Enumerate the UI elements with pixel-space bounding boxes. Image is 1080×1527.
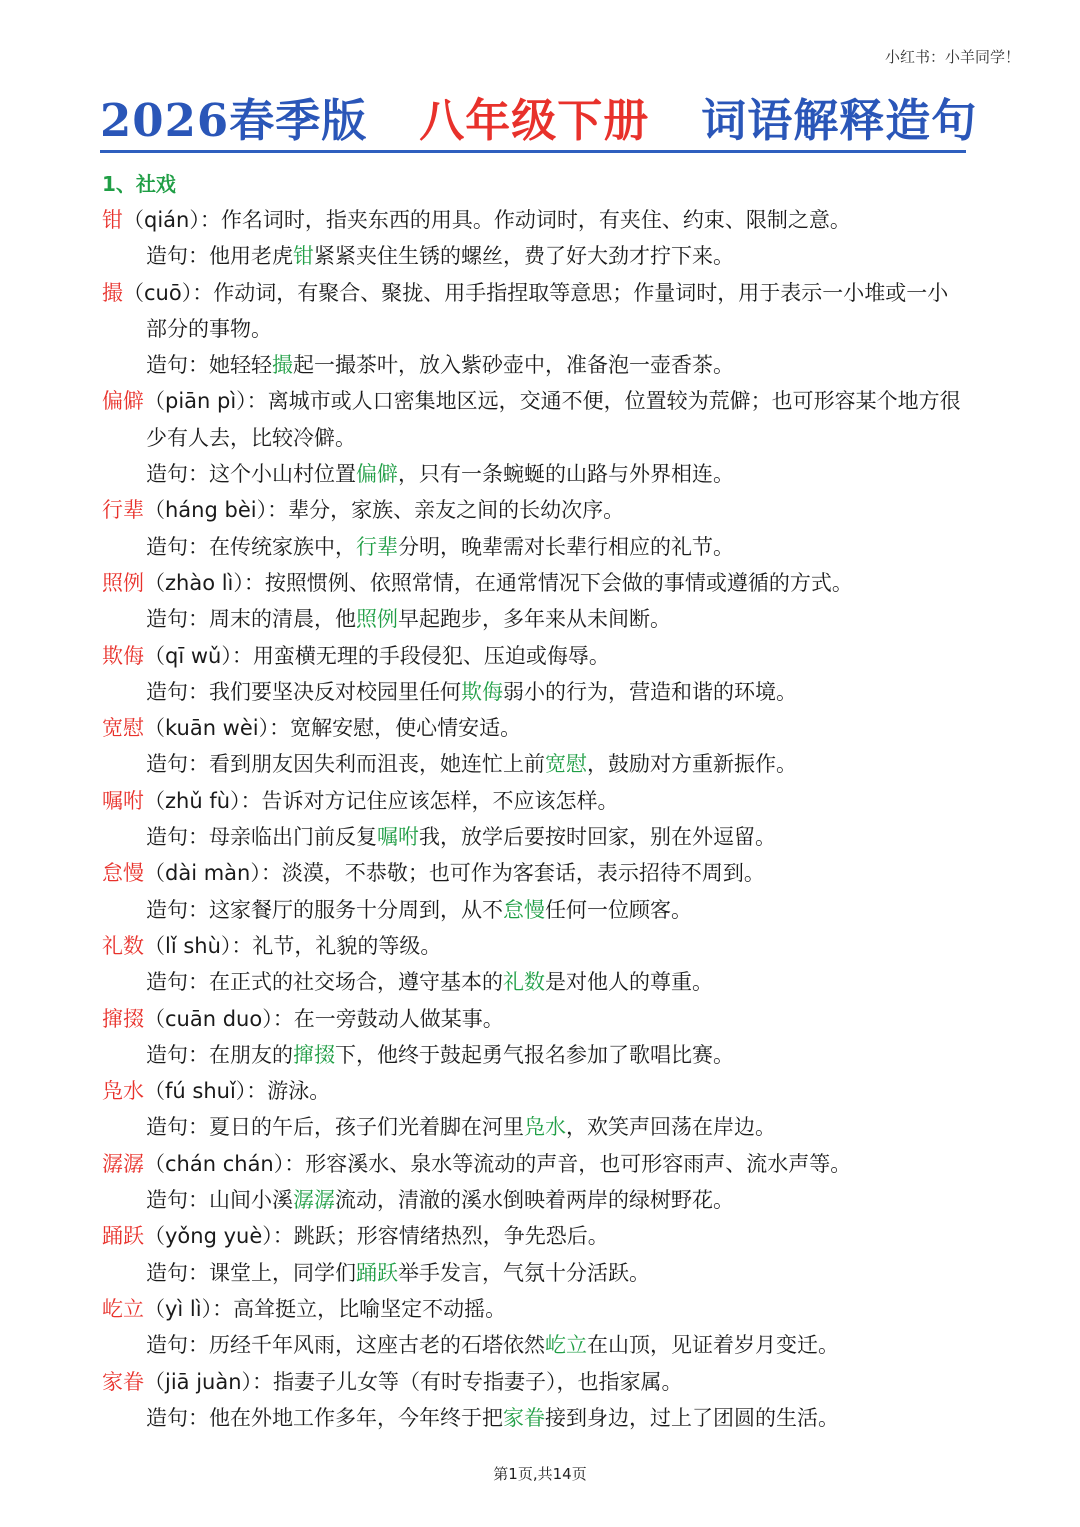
- example-suffix: 早起跑步，多年来从未间断。: [398, 607, 671, 632]
- vocab-definition: 作动词，有聚合、聚拢、用手指捏取等意思；作量词时，用于表示一小堆或一小: [213, 280, 949, 305]
- vocab-pinyin: （yì lì）：: [144, 1296, 234, 1321]
- vocab-term: 怠慢: [102, 861, 144, 886]
- example-prefix: 造句：我们要坚决反对校园里任何: [146, 679, 461, 704]
- vocab-pinyin: （háng bèi）：: [144, 498, 289, 523]
- example-highlight: 撺掇: [293, 1042, 335, 1067]
- example-sentence: [102, 819, 1002, 855]
- definition-line: [102, 1218, 1002, 1254]
- vocab-pinyin: （chán chán）：: [144, 1151, 306, 1176]
- vocab-definition: 告诉对方记住应该怎样，不应该怎样。: [261, 788, 619, 813]
- vocab-term: 撺掇: [102, 1006, 144, 1031]
- vocab-pinyin: （dài màn）：: [144, 861, 282, 886]
- vocab-term: 偏僻: [102, 389, 144, 414]
- title-subject: 词语解释造句: [701, 94, 978, 147]
- vocab-pinyin: （piān pì）：: [144, 389, 268, 414]
- definition-line: [102, 565, 1002, 601]
- example-suffix: 分明，晚辈需对长辈行相应的礼节。: [398, 534, 734, 559]
- vocab-definition: 辈分，家族、亲友之间的长幼次序。: [288, 498, 625, 523]
- vocab-term: 屹立: [102, 1296, 144, 1321]
- example-sentence: [102, 456, 1002, 492]
- definition-line: [102, 1073, 1002, 1109]
- vocab-entry: [102, 383, 1002, 492]
- vocab-entry: [102, 275, 1002, 384]
- definition-line: [102, 492, 1002, 528]
- vocab-definition: 游泳。: [267, 1079, 331, 1104]
- vocab-entry: [102, 1218, 1002, 1291]
- example-highlight: 宽慰: [545, 752, 587, 777]
- definition-line: [102, 855, 1002, 891]
- vocabulary-list: [102, 166, 1002, 1436]
- vocab-term: 行辈: [102, 498, 144, 523]
- vocab-term: 礼数: [102, 933, 144, 958]
- vocab-definition: 宽解安慰，使心情安适。: [290, 716, 522, 741]
- vocab-entry: [102, 928, 1002, 1001]
- example-sentence: [102, 1037, 1002, 1073]
- example-prefix: 造句：夏日的午后，孩子们光着脚在河里: [146, 1115, 524, 1140]
- vocab-term: 撮: [102, 280, 123, 305]
- example-sentence: [102, 238, 1002, 274]
- example-prefix: 造句：看到朋友因失利而沮丧，她连忙上前: [146, 752, 545, 777]
- example-suffix: ，鼓励对方重新振作。: [587, 752, 797, 777]
- vocab-definition: 淡漠，不恭敬；也可作为客套话，表示招待不周到。: [281, 861, 765, 886]
- example-highlight: 凫水: [524, 1115, 566, 1140]
- vocab-term: 照例: [102, 570, 144, 595]
- example-sentence: [102, 601, 1002, 637]
- example-suffix: 任何一位顾客。: [545, 897, 692, 922]
- example-highlight: 怠慢: [503, 897, 545, 922]
- example-prefix: 造句：山间小溪: [146, 1188, 293, 1213]
- vocab-pinyin: （cuō）：: [123, 280, 214, 305]
- example-prefix: 造句：在正式的社交场合，遵守基本的: [146, 970, 503, 995]
- vocab-definition: 部分的事物。: [146, 316, 272, 341]
- example-prefix: 造句：周末的清晨，他: [146, 607, 356, 632]
- vocab-pinyin: （zhào lì）：: [144, 570, 265, 595]
- example-suffix: 在山顶，见证着岁月变迁。: [587, 1333, 839, 1358]
- vocab-entry: [102, 638, 1002, 711]
- vocab-entry: [102, 710, 1002, 783]
- vocab-pinyin: （cuān duo）：: [144, 1006, 294, 1031]
- section-title: 1、社戏: [102, 172, 176, 196]
- example-highlight: 撮: [272, 353, 293, 378]
- example-suffix: ，只有一条蜿蜒的山路与外界相连。: [398, 462, 734, 487]
- example-prefix: 造句：课堂上，同学们: [146, 1260, 356, 1285]
- vocab-term: 钳: [102, 208, 123, 232]
- example-suffix: 紧紧夹住生锈的螺丝，费了好大劲才拧下来。: [314, 244, 734, 269]
- vocab-term: 嘱咐: [102, 788, 144, 813]
- example-sentence: [102, 892, 1002, 928]
- vocab-definition: 在一旁鼓动人做某事。: [293, 1006, 504, 1031]
- vocab-definition: 形容溪水、泉水等流动的声音，也可形容雨声、流水声等。: [305, 1151, 852, 1176]
- vocab-pinyin: （lǐ shù）：: [144, 933, 253, 958]
- vocab-term: 踊跃: [102, 1224, 144, 1249]
- vocab-term: 欺侮: [102, 643, 144, 668]
- vocab-definition: 礼节，礼貌的等级。: [252, 933, 442, 958]
- vocab-definition: 离城市或人口密集地区远，交通不便，位置较为荒僻；也可形容某个地方很: [267, 389, 961, 414]
- example-prefix: 造句：他在外地工作多年，今年终于把: [146, 1405, 503, 1430]
- vocab-entry: [102, 1364, 1002, 1437]
- example-sentence: [102, 1182, 1002, 1218]
- definition-line: [102, 202, 1002, 238]
- vocab-definition: 作名词时，指夹东西的用具。作动词时，有夹住、约束、限制之意。: [220, 208, 851, 232]
- example-suffix: 举手发言，气氛十分活跃。: [398, 1260, 650, 1285]
- vocab-term: 凫水: [102, 1079, 144, 1104]
- example-sentence: [102, 529, 1002, 565]
- example-prefix: 造句：他用老虎: [146, 244, 293, 269]
- vocab-entry: [102, 1073, 1002, 1146]
- vocab-term: 潺潺: [102, 1151, 144, 1176]
- example-highlight: 行辈: [356, 534, 398, 559]
- watermark: 小红书：小羊同学！: [884, 48, 1020, 66]
- example-prefix: 造句：这家餐厅的服务十分周到，从不: [146, 897, 503, 922]
- example-highlight: 屹立: [545, 1333, 587, 1358]
- title-grade: 八年级下册: [419, 94, 650, 147]
- vocab-definition: 高耸挺立，比喻坚定不动摇。: [233, 1296, 507, 1321]
- example-prefix: 造句：历经千年风雨，这座古老的石塔依然: [146, 1333, 545, 1358]
- vocab-entry: [102, 783, 1002, 856]
- vocab-definition: 指妻子儿女等（有时专指妻子），也指家属。: [273, 1369, 683, 1394]
- example-sentence: [102, 347, 1002, 383]
- definition-continuation: [102, 311, 1002, 347]
- example-suffix: ，欢笑声回荡在岸边。: [566, 1115, 776, 1140]
- vocab-pinyin: （qián）：: [123, 208, 221, 232]
- vocab-entry: [102, 1146, 1002, 1219]
- page-title: [100, 88, 978, 153]
- vocab-pinyin: （zhǔ fù）：: [144, 788, 262, 813]
- example-highlight: 礼数: [503, 970, 545, 995]
- example-prefix: 造句：在传统家族中，: [146, 534, 356, 559]
- example-suffix: 起一撮茶叶，放入紫砂壶中，准备泡一壶香茶。: [293, 353, 734, 378]
- vocab-pinyin: （kuān wèi）：: [144, 716, 291, 741]
- vocab-entry: [102, 1291, 1002, 1364]
- example-highlight: 嘱咐: [377, 825, 419, 850]
- definition-line: [102, 383, 1002, 419]
- definition-line: [102, 275, 1002, 311]
- vocab-entry: [102, 492, 1002, 565]
- vocab-pinyin: （yǒng yuè）：: [144, 1224, 294, 1249]
- example-prefix: 造句：这个小山村位置: [146, 462, 356, 487]
- vocab-pinyin: （fú shuǐ）：: [144, 1079, 268, 1104]
- example-highlight: 踊跃: [356, 1260, 398, 1285]
- vocab-definition: 少有人去，比较冷僻。: [146, 425, 356, 450]
- example-prefix: 造句：母亲临出门前反复: [146, 825, 377, 850]
- vocab-definition: 跳跃；形容情绪热烈，争先恐后。: [293, 1224, 609, 1249]
- example-sentence: [102, 674, 1002, 710]
- example-highlight: 潺潺: [293, 1188, 335, 1213]
- definition-line: [102, 1001, 1002, 1037]
- vocab-entry: [102, 565, 1002, 638]
- vocab-entry: [102, 855, 1002, 928]
- definition-line: [102, 638, 1002, 674]
- vocab-definition: 按照惯例、依照常情，在通常情况下会做的事情或遵循的方式。: [264, 570, 853, 595]
- vocab-entry: [102, 202, 1002, 275]
- example-prefix: 造句：她轻轻: [146, 353, 272, 378]
- entries-container: [102, 202, 1002, 1436]
- definition-line: [102, 1146, 1002, 1182]
- definition-line: [102, 710, 1002, 746]
- vocab-pinyin: （jiā juàn）：: [144, 1369, 274, 1394]
- example-sentence: [102, 964, 1002, 1000]
- example-suffix: 我，放学后要按时回家，别在外逗留。: [419, 825, 776, 850]
- example-highlight: 欺侮: [461, 679, 503, 704]
- definition-line: [102, 928, 1002, 964]
- vocab-term: 宽慰: [102, 716, 144, 741]
- example-highlight: 偏僻: [356, 462, 398, 487]
- example-highlight: 照例: [356, 607, 398, 632]
- vocab-definition: 用蛮横无理的手段侵犯、压迫或侮辱。: [252, 643, 610, 668]
- example-sentence: [102, 746, 1002, 782]
- definition-continuation: [102, 420, 1002, 456]
- example-sentence: [102, 1255, 1002, 1291]
- example-sentence: [102, 1400, 1002, 1436]
- definition-line: [102, 783, 1002, 819]
- vocab-term: 家眷: [102, 1369, 144, 1394]
- example-prefix: 造句：在朋友的: [146, 1042, 293, 1067]
- example-suffix: 弱小的行为，营造和谐的环境。: [503, 679, 797, 704]
- definition-line: [102, 1364, 1002, 1400]
- example-sentence: [102, 1109, 1002, 1145]
- vocab-pinyin: （qī wǔ）：: [144, 643, 253, 668]
- example-suffix: 接到身边，过上了团圆的生活。: [545, 1405, 839, 1430]
- example-highlight: 钳: [293, 244, 314, 269]
- example-highlight: 家眷: [503, 1405, 545, 1430]
- example-suffix: 下，他终于鼓起勇气报名参加了歌唱比赛。: [335, 1042, 734, 1067]
- title-edition: 2026春季版: [100, 94, 368, 147]
- example-suffix: 流动，清澈的溪水倒映着两岸的绿树野花。: [335, 1188, 734, 1213]
- example-sentence: [102, 1327, 1002, 1363]
- definition-line: [102, 1291, 1002, 1327]
- page-number: 第1页,共14页: [493, 1465, 587, 1483]
- vocab-entry: [102, 1001, 1002, 1074]
- example-suffix: 是对他人的尊重。: [545, 970, 713, 995]
